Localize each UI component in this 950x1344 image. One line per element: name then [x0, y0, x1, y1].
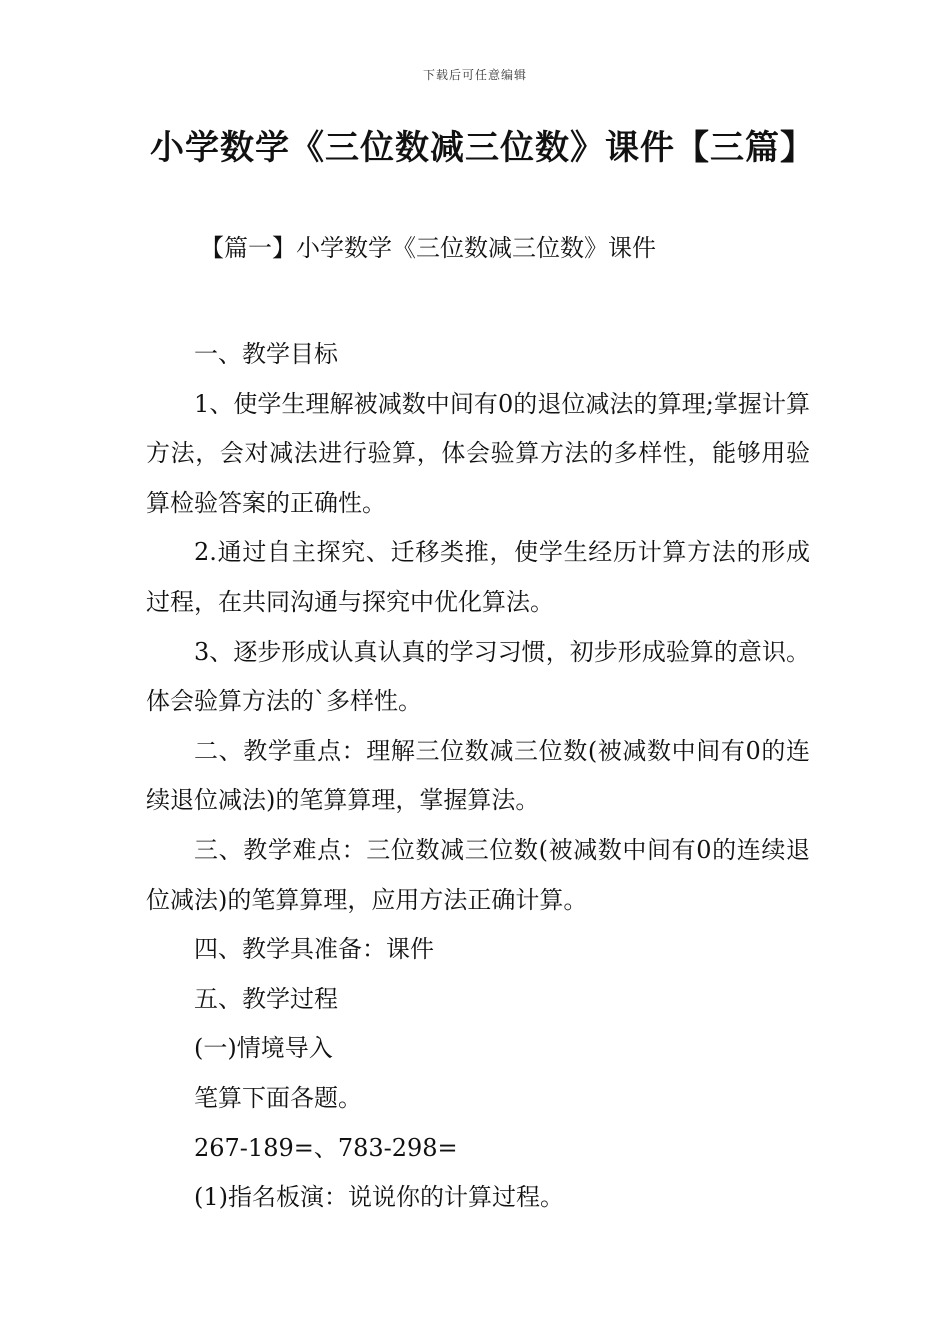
section-subtitle: 【篇一】小学数学《三位数减三位数》课件 — [200, 234, 656, 262]
exercise-prompt: 笔算下面各题。 — [194, 1083, 362, 1112]
key-points-paragraph: 二、教学重点：理解三位数减三位数(被减数中间有0的连续退位减法)的笔算算理，掌握算法。 — [146, 736, 810, 815]
document-title: 小学数学《三位数减三位数》课件【三篇】 — [150, 128, 815, 168]
heading-intro: (一)情境导入 — [194, 1034, 333, 1063]
goal-paragraph-2: 2.通过自主探究、迁移类推，使学生经历计算方法的形成过程，在共同沟通与探究中优化算法。 — [146, 538, 810, 616]
materials-paragraph: 四、教学具准备：课件 — [194, 935, 434, 964]
goal-paragraph-1: 1、使学生理解被减数中间有0的退位减法的算理;掌握计算方法，会对减法进行验算，体会验算方法的多样性，能够用验算检验答案的正确性。 — [146, 389, 810, 517]
board-demo-paragraph: (1)指名板演：说说你的计算过程。 — [194, 1183, 564, 1212]
heading-teaching-process: 五、教学过程 — [194, 984, 338, 1013]
header-note: 下载后可任意编辑 — [422, 68, 527, 82]
goal-paragraph-3: 3、逐步形成认真认真的学习习惯，初步形成验算的意识。体会验算方法的`多样性。 — [146, 637, 810, 716]
difficulties-paragraph: 三、教学难点：三位数减三位数(被减数中间有0的连续退位减法)的笔算算理，应用方法正确计算。 — [146, 835, 810, 914]
exercise-equations: 267-189=、783-298= — [194, 1133, 458, 1162]
heading-teaching-goals: 一、教学目标 — [194, 340, 338, 368]
document-body — [146, 330, 810, 1223]
